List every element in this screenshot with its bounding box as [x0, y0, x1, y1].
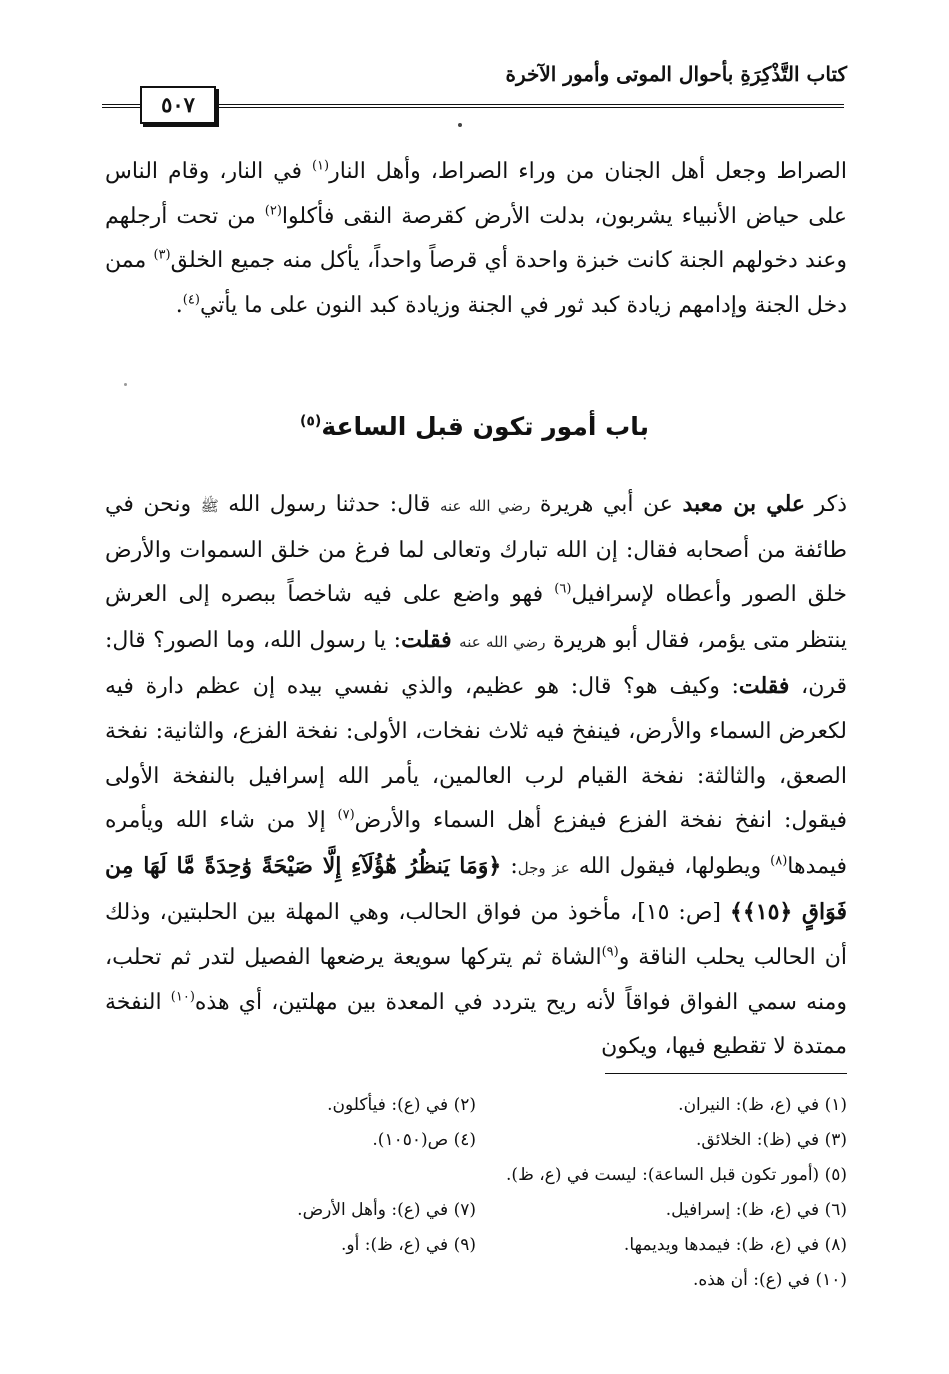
footnote-ref-1: (١)	[311, 158, 330, 174]
text-span: قال: حدثنا رسول الله	[218, 492, 440, 517]
footnote-row	[105, 1088, 847, 1123]
text-span: منه جميع الخلق	[170, 248, 313, 274]
text-span: من	[227, 203, 265, 229]
text-span: : يا رسول الله، وما الصور؟ قال: قرن،	[105, 627, 848, 700]
footnote-ref-6: (٦)	[554, 581, 572, 597]
footnote-5: (٥) (أمور تكون قبل الساعة): ليست في (ع، ظ).	[506, 1165, 847, 1185]
footnote-row	[105, 1193, 847, 1228]
running-title: كتاب التَّذْكِرَةِ بأحوال الموتى وأمور الآخرة	[505, 62, 847, 86]
footnote-6: (٦) في (ع، ظ): إسرافيل.	[665, 1200, 847, 1220]
footnotes	[105, 1088, 847, 1298]
text-span: فهو واضع على فيه شاخصاً ببصره إلى العرش ينتظر متى يؤمر، فقال أبو هريرة	[105, 582, 847, 653]
text-span: ممن دخل الجنة وإدامهم زيادة كبد ثور في الجنة وزيادة كبد	[105, 248, 847, 318]
text-span: ذكر	[805, 492, 847, 517]
text-span: الناس على حياض الأنبياء يشربون، بدلت الأرض كقرصة النقى فأكلوا	[105, 159, 848, 229]
text-span: عن أبي هريرة	[530, 492, 683, 517]
page-number: ٥٠٧	[140, 86, 216, 124]
bold-word: فقلت	[738, 673, 790, 700]
footnote-row	[105, 1228, 847, 1263]
text-span: [ص: ١٥]، مأخوذ من فواق الحالب، وهي المهلة بين الحلبتين، وذلك أن الحالب يحلب الناقة و	[105, 900, 847, 970]
quran-verse: ﴿وَمَا يَنظُرُ هَٰٓؤُلَآءِ إِلَّا صَيْحَةً وَٰحِدَةً مَّا لَهَا مِن فَوَاقٍ ﴿١٥﴾﴾	[105, 852, 847, 926]
chapter-title: باب أمور تكون قبل الساعة	[321, 412, 649, 441]
text-span: : وكيف هو؟ قال: هو عظيم، والذي نفسي بيده إن عظم دارة فيه لكعرض السماء والأرض، فينفخ فيه ثلاث نفخات، الأولى: نفخة الفزع، والثانية: نفخة الصعق، والثالثة: نفخة القيام لرب العالمين، يأمر الله إسرافيل بالنفخة الأولى فيقول: انفخ نفخة الفزع فيفزع أهل السماء والأرض	[105, 674, 847, 834]
text-span: الصراط وجعل أهل الجنان من وراء الصراط، وأهل النار	[329, 159, 847, 184]
text-span: ويطولها، فيقول الله	[569, 853, 771, 879]
honorific-mark: رضي الله عنه	[459, 632, 546, 651]
footnote-ref-4: (٤)	[182, 292, 200, 308]
footnote-10: (١٠) في (ع): أن هذه.	[693, 1270, 847, 1290]
text-span: النفخة ممتدة لا تقطيع فيها، ويكون	[105, 989, 847, 1060]
footnote-row	[105, 1158, 847, 1193]
text-span: الشاة ثم يتركها سويعة يرضعها الفصيل لتدر ثم تحلب، ومنه سمي الفواق فواقاً لأنه ريح يتردد في المعدة بين مهلتين، أي هذه	[105, 944, 847, 1015]
honorific-mark: رضي الله عنه	[439, 497, 531, 515]
honorific-mark: عز وجل	[517, 858, 570, 877]
author-name: علي بن معبد	[682, 491, 806, 517]
footnote-row	[105, 1263, 847, 1298]
text-span: .	[175, 292, 183, 318]
text-span: في النار، وقام	[167, 159, 312, 184]
footnote-4: (٤) ص(١٠٥٠).	[372, 1130, 476, 1150]
speck-mark	[124, 383, 127, 386]
footnote-rule	[605, 1073, 847, 1074]
footnote-ref-10: (١٠)	[170, 989, 195, 1005]
text-span: :	[501, 853, 518, 879]
text-span: النون على ما يأتي	[199, 292, 363, 318]
footnote-ref-2: (٢)	[264, 203, 282, 219]
footnote-ref-3: (٣)	[153, 247, 171, 263]
paragraph-2	[105, 482, 847, 1070]
chapter-heading	[300, 412, 649, 441]
footnote-row	[105, 1123, 847, 1158]
footnote-3: (٣) في (ظ): الخلائق.	[696, 1130, 847, 1150]
footnote-ref-8: (٨)	[770, 853, 788, 869]
footnote-ref-9: (٩)	[601, 944, 619, 960]
text-span: ونحن في طائفة من أصحابه فقال: إن الله تبارك وتعالى لما فرغ من خلق السموات والأرض خلق الصور وأعطاه لإسرافيل	[105, 492, 848, 608]
bold-word: فقلت	[401, 626, 452, 653]
footnote-1: (١) في (ع، ظ): النيران.	[678, 1095, 847, 1115]
footnote-ref-7: (٧)	[337, 807, 355, 823]
text-span: إلا من شاء الله ويأمره فيمدها	[105, 808, 848, 879]
footnote-8: (٨) في (ع، ظ): فيمدها ويديمها.	[623, 1235, 847, 1255]
paragraph-1	[105, 150, 847, 328]
footnote-ref-5: (٥)	[299, 413, 322, 430]
footnote-9: (٩) في (ع، ظ): أو.	[340, 1235, 476, 1255]
footnote-2: (٢) في (ع): فيأكلون.	[327, 1095, 476, 1115]
text-span: تحت أرجلهم وعند دخولهم الجنة كانت خبزة واحدة أي قرصاً واحداً، يأكل	[105, 203, 847, 274]
honorific-mark: ﷺ	[200, 497, 219, 515]
footnote-7: (٧) في (ع): وأهل الأرض.	[297, 1200, 476, 1220]
speck-mark	[458, 123, 462, 127]
